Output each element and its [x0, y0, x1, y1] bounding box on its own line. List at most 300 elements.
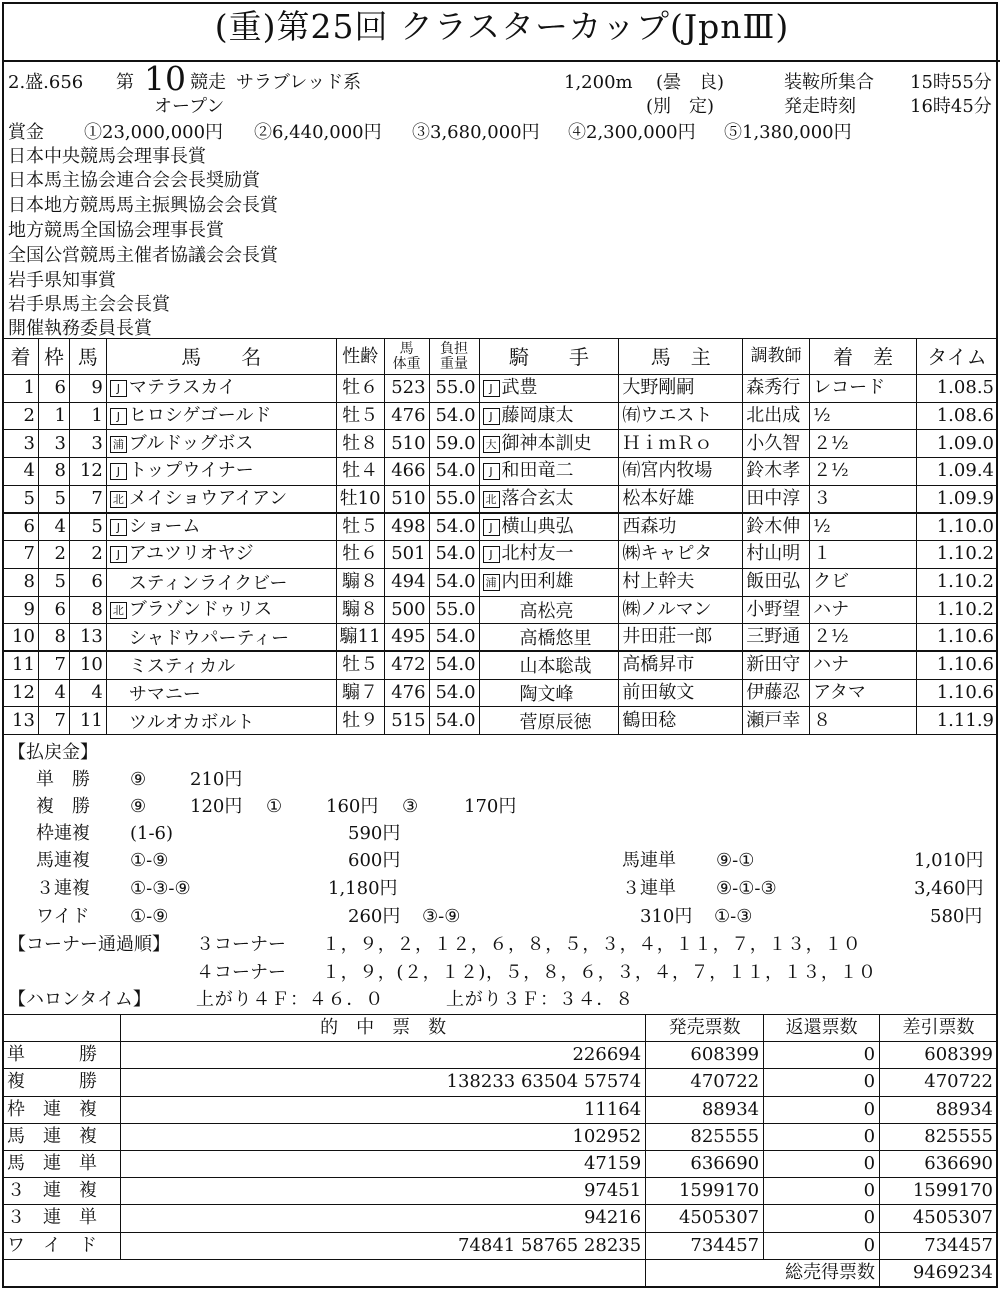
trainer-cell: 鈴木伸: [743, 513, 810, 541]
horse-name-cell: [106, 541, 336, 569]
wide-combo-2: ③-⑨: [422, 906, 461, 927]
sex-age-cell: 牡５: [336, 651, 384, 679]
jockey-affiliation-mark: [483, 599, 500, 616]
burden-weight-cell: 59.0: [429, 430, 479, 458]
jockey-name: 御神本訓史: [501, 432, 592, 454]
jockey-affiliation-mark: [483, 710, 500, 727]
place-combo-1: ⑨: [130, 796, 147, 817]
sex-age-cell: 牡４: [336, 458, 384, 486]
net-votes-cell: 88934: [880, 1096, 998, 1123]
bet-type-cell: 複 勝: [3, 1069, 121, 1096]
hit-votes-cell: 226694: [120, 1042, 645, 1069]
owner-cell: 鶴田稔: [619, 707, 743, 735]
results-header-row: [3, 339, 998, 375]
horse-affiliation-mark: 浦: [110, 436, 127, 453]
sold-votes-cell: 1599170: [646, 1178, 764, 1205]
rank-cell: 2: [3, 402, 39, 430]
bet-type-cell: 枠 連 複: [3, 1096, 121, 1123]
burden-weight-cell: 54.0: [429, 541, 479, 569]
jockey-affiliation-mark: J: [483, 380, 500, 397]
award-4: 地方競馬全国協会理事長賞: [8, 220, 224, 241]
bracket-cell: 5: [38, 568, 69, 596]
votes-header-row: [3, 1015, 998, 1042]
hit-votes-cell: 11164: [120, 1096, 645, 1123]
wide-label: ワイド: [36, 906, 90, 927]
refund-votes-cell: 0: [764, 1069, 880, 1096]
post-time: 16時45分: [910, 96, 992, 117]
horse-affiliation-mark: 北: [110, 602, 127, 619]
prize-3: ③3,680,000円: [412, 122, 540, 143]
horse-name-cell: [106, 430, 336, 458]
trainer-cell: 小久智: [743, 430, 810, 458]
body-weight-cell: 494: [384, 568, 429, 596]
burden-weight-cell: 54.0: [429, 568, 479, 596]
trainer-cell: 小野望: [743, 596, 810, 624]
refund-votes-cell: 0: [764, 1232, 880, 1259]
table-row: [3, 485, 998, 513]
jockey-affiliation-mark: 北: [483, 491, 500, 508]
rank-cell: 13: [3, 707, 39, 735]
votes-col-refund: 返還票数: [764, 1015, 880, 1042]
jockey-affiliation-mark: J: [483, 519, 500, 536]
corner-heading: 【コーナー通過順】: [8, 934, 170, 955]
bet-type-cell: 馬 連 単: [3, 1150, 121, 1177]
muster-label: 装鞍所集合: [784, 72, 874, 93]
time-cell: 1.09.0: [916, 430, 997, 458]
horse-number-cell: 10: [69, 651, 106, 679]
burden-weight-cell: 54.0: [429, 402, 479, 430]
table-row: [3, 1150, 998, 1177]
trainer-cell: 伊藤忍: [743, 679, 810, 707]
win-label: 単 勝: [36, 769, 90, 790]
col-owner: 馬 主: [619, 339, 743, 375]
burden-weight-cell: 54.0: [429, 513, 479, 541]
jockey-affiliation-mark: [483, 654, 500, 671]
bracket-cell: 4: [38, 679, 69, 707]
place-amount-3: 170円: [464, 796, 517, 817]
horse-number-cell: 12: [69, 458, 106, 486]
horse-affiliation-mark: [110, 571, 127, 588]
net-votes-cell: 4505307: [880, 1205, 998, 1232]
jockey-cell: [479, 651, 619, 679]
horse-affiliation-mark: 北: [110, 491, 127, 508]
table-row: [3, 1205, 998, 1232]
margin-cell: ２½: [810, 458, 917, 486]
bracket-quinella-label: 枠連複: [36, 823, 90, 844]
body-weight-cell: 510: [384, 430, 429, 458]
prize-2: ②6,440,000円: [254, 122, 382, 143]
place-amount-2: 160円: [326, 796, 379, 817]
sex-age-cell: 騸７: [336, 679, 384, 707]
horse-affiliation-mark: [110, 682, 127, 699]
bracket-cell: 6: [38, 375, 69, 403]
horse-number-cell: 1: [69, 402, 106, 430]
exacta-amount: 1,010円: [914, 850, 984, 871]
col-rank: 着: [3, 339, 39, 375]
trio-amount: 1,180円: [328, 878, 398, 899]
horse-name-cell: [106, 707, 336, 735]
margin-cell: ½: [810, 402, 917, 430]
table-row: [3, 707, 998, 735]
furlong-heading: 【ハロンタイム】: [8, 989, 151, 1010]
col-burden-b: 重量: [440, 355, 469, 372]
col-name: 馬 名: [106, 339, 336, 375]
refund-votes-cell: 0: [764, 1123, 880, 1150]
burden-weight-cell: 54.0: [429, 707, 479, 735]
horse-affiliation-mark: [110, 654, 127, 671]
payout-heading: 【払戻金】: [8, 742, 98, 763]
trainer-cell: 森秀行: [743, 375, 810, 403]
award-3: 日本地方競馬馬主振興協会会長賞: [8, 195, 278, 216]
burden-weight-cell: 54.0: [429, 458, 479, 486]
time-cell: 1.08.6: [916, 402, 997, 430]
post-label: 発走時刻: [784, 96, 856, 117]
exacta-combo: ⑨-①: [716, 850, 755, 871]
trainer-cell: 村山明: [743, 541, 810, 569]
net-votes-cell: 825555: [880, 1123, 998, 1150]
trainer-cell: 北出成: [743, 402, 810, 430]
bracket-cell: 7: [38, 707, 69, 735]
wide-amount-1: 260円: [348, 906, 401, 927]
votes-header-blank: [3, 1015, 121, 1042]
muster-time: 15時55分: [910, 72, 992, 93]
margin-cell: ½: [810, 513, 917, 541]
sold-votes-cell: 470722: [646, 1069, 764, 1096]
horse-number-cell: 6: [69, 568, 106, 596]
rank-cell: 8: [3, 568, 39, 596]
jockey-cell: [479, 458, 619, 486]
wide-amount-3: 580円: [930, 906, 983, 927]
time-cell: 1.10.2: [916, 541, 997, 569]
table-row: [3, 1096, 998, 1123]
margin-cell: クビ: [810, 568, 917, 596]
col-weight-a: 馬: [399, 340, 414, 357]
trainer-cell: 鈴木孝: [743, 458, 810, 486]
exacta-label: 馬連単: [622, 850, 676, 871]
sex-age-cell: 牡10: [336, 485, 384, 513]
award-1: 日本中央競馬会理事長賞: [8, 146, 206, 167]
bracket-quinella-amount: 590円: [348, 823, 401, 844]
trifecta-amount: 3,460円: [914, 878, 984, 899]
jockey-cell: [479, 596, 619, 624]
burden-weight-cell: 54.0: [429, 679, 479, 707]
time-cell: 1.10.0: [916, 513, 997, 541]
trainer-cell: 田中淳: [743, 485, 810, 513]
sold-votes-cell: 4505307: [646, 1205, 764, 1232]
table-row: [3, 1069, 998, 1096]
owner-cell: ＨｉｍＲｏ: [619, 430, 743, 458]
bet-type-cell: ワ イ ド: [3, 1232, 121, 1259]
table-row: [3, 596, 998, 624]
corner-3-order: １，９，２，１２，６，８，５，３，４，１１，７，１３，１０: [322, 934, 862, 955]
jockey-affiliation-mark: 浦: [483, 574, 500, 591]
refund-votes-cell: 0: [764, 1096, 880, 1123]
horse-name-cell: [106, 596, 336, 624]
horse-affiliation-mark: J: [110, 519, 127, 536]
body-weight-cell: 515: [384, 707, 429, 735]
jockey-name: 落合玄太: [501, 487, 574, 509]
jockey-name: 陶文峰: [519, 683, 574, 705]
horse-name-cell: [106, 624, 336, 652]
owner-cell: ㈱ノルマン: [619, 596, 743, 624]
bracket-cell: 3: [38, 430, 69, 458]
table-row: [3, 430, 998, 458]
jockey-affiliation-mark: J: [483, 463, 500, 480]
bracket-cell: 8: [38, 624, 69, 652]
bet-type-cell: ３ 連 複: [3, 1178, 121, 1205]
horse-name-cell: [106, 513, 336, 541]
horse-affiliation-mark: J: [110, 408, 127, 425]
margin-cell: レコード: [810, 375, 917, 403]
jockey-name: 北村友一: [501, 543, 574, 565]
refund-votes-cell: 0: [764, 1205, 880, 1232]
jockey-name: 山本聡哉: [519, 656, 592, 678]
horse-name: ミスティカル: [128, 656, 236, 678]
horse-name-cell: [106, 651, 336, 679]
col-burden-a: 負担: [440, 340, 469, 357]
wide-combo-1: ①-⑨: [130, 906, 169, 927]
col-bracket: 枠: [38, 339, 69, 375]
trifecta-combo: ⑨-①-③: [716, 878, 777, 899]
col-margin: 着 差: [810, 339, 917, 375]
table-row: [3, 651, 998, 679]
hit-votes-cell: 47159: [120, 1150, 645, 1177]
votes-table: [2, 1014, 998, 1287]
owner-cell: 大野剛嗣: [619, 375, 743, 403]
jockey-affiliation-mark: J: [483, 408, 500, 425]
owner-cell: 井田莊一郎: [619, 624, 743, 652]
horse-name-cell: [106, 402, 336, 430]
owner-cell: 高橋昇市: [619, 651, 743, 679]
col-jockey: 騎 手: [479, 339, 619, 375]
net-votes-cell: 470722: [880, 1069, 998, 1096]
col-time: タイム: [916, 339, 997, 375]
weight-rule: (別 定): [646, 96, 715, 117]
table-row: [3, 1123, 998, 1150]
place-label: 複 勝: [36, 796, 90, 817]
hit-votes-cell: 94216: [120, 1205, 645, 1232]
sold-votes-cell: 734457: [646, 1232, 764, 1259]
quinella-amount: 600円: [348, 850, 401, 871]
rank-cell: 10: [3, 624, 39, 652]
jockey-name: 武豊: [501, 377, 538, 399]
horse-name: ショーム: [128, 516, 201, 538]
horse-number-cell: 7: [69, 485, 106, 513]
time-cell: 1.11.9: [916, 707, 997, 735]
owner-cell: ㈲宮内牧場: [619, 458, 743, 486]
body-weight-cell: 495: [384, 624, 429, 652]
jockey-cell: [479, 430, 619, 458]
burden-weight-cell: 54.0: [429, 624, 479, 652]
race-number: 10: [144, 59, 186, 98]
jockey-name: 横山典弘: [501, 516, 574, 538]
owner-cell: ㈲ウエスト: [619, 402, 743, 430]
horse-name-cell: [106, 485, 336, 513]
trainer-cell: 飯田弘: [743, 568, 810, 596]
sex-age-cell: 牡５: [336, 402, 384, 430]
body-weight-cell: 466: [384, 458, 429, 486]
corner-3-label: ３コーナー: [196, 934, 286, 955]
race-title: (重)第25回 クラスターカップ(JpnⅢ): [214, 7, 790, 46]
breed: サラブレッド系: [236, 72, 362, 93]
rank-cell: 1: [3, 375, 39, 403]
horse-number-cell: 11: [69, 707, 106, 735]
bet-type-cell: ３ 連 単: [3, 1205, 121, 1232]
horse-affiliation-mark: [110, 710, 127, 727]
col-trainer: 調教師: [743, 339, 810, 375]
body-weight-cell: 510: [384, 485, 429, 513]
jockey-name: 高橋悠里: [519, 628, 592, 650]
jockey-affiliation-mark: J: [483, 546, 500, 563]
jockey-affiliation-mark: [483, 682, 500, 699]
time-cell: 1.10.6: [916, 679, 997, 707]
horse-name: ヒロシゲゴールド: [128, 405, 272, 427]
sex-age-cell: 牡９: [336, 707, 384, 735]
horse-number-cell: 5: [69, 513, 106, 541]
horse-name: トップウイナー: [128, 460, 254, 482]
jockey-affiliation-mark: [483, 626, 500, 643]
horse-name: ブルドッグボス: [128, 432, 254, 454]
jockey-cell: [479, 568, 619, 596]
time-cell: 1.10.2: [916, 568, 997, 596]
trifecta-label: ３連単: [622, 878, 676, 899]
body-weight-cell: 501: [384, 541, 429, 569]
jockey-name: 藤岡康太: [501, 405, 574, 427]
jockey-affiliation-mark: 大: [483, 436, 500, 453]
margin-cell: アタマ: [810, 679, 917, 707]
burden-weight-cell: 54.0: [429, 651, 479, 679]
prize-4: ④2,300,000円: [568, 122, 696, 143]
place-amount-1: 120円: [190, 796, 243, 817]
body-weight-cell: 476: [384, 679, 429, 707]
rank-cell: 12: [3, 679, 39, 707]
hit-votes-cell: 102952: [120, 1123, 645, 1150]
corner-4-order: １，９，(２，１２)，５，８，６，３，４，７，１１，１３，１０: [322, 962, 877, 983]
table-row: [3, 624, 998, 652]
horse-affiliation-mark: J: [110, 463, 127, 480]
table-row: [3, 375, 998, 403]
rank-cell: 3: [3, 430, 39, 458]
table-row: [3, 1232, 998, 1259]
votes-total-value: 9469234: [880, 1259, 998, 1286]
owner-cell: 村上幹夫: [619, 568, 743, 596]
prize-label: 賞金: [8, 122, 44, 143]
owner-cell: 西森功: [619, 513, 743, 541]
margin-cell: ハナ: [810, 651, 917, 679]
horse-number-cell: 2: [69, 541, 106, 569]
quinella-combo: ①-⑨: [130, 850, 169, 871]
horse-name-cell: [106, 458, 336, 486]
race-number-prefix: 第: [116, 72, 134, 93]
sex-age-cell: 騸11: [336, 624, 384, 652]
refund-votes-cell: 0: [764, 1178, 880, 1205]
owner-cell: 松本好雄: [619, 485, 743, 513]
burden-weight-cell: 55.0: [429, 375, 479, 403]
horse-name: アユツリオヤジ: [128, 543, 254, 565]
time-cell: 1.09.9: [916, 485, 997, 513]
award-2: 日本馬主協会連合会会長奨励賞: [8, 170, 260, 191]
horse-name-cell: [106, 679, 336, 707]
body-weight-cell: 472: [384, 651, 429, 679]
award-7: 岩手県馬主会会長賞: [8, 294, 170, 315]
col-burden: [429, 339, 479, 375]
corner-4-label: ４コーナー: [196, 962, 286, 983]
rank-cell: 9: [3, 596, 39, 624]
votes-col-hits: 的 中 票 数: [120, 1015, 645, 1042]
horse-number-cell: 13: [69, 624, 106, 652]
votes-total-row: [3, 1259, 998, 1286]
table-row: [3, 1178, 998, 1205]
time-cell: 1.10.6: [916, 651, 997, 679]
bracket-cell: 7: [38, 651, 69, 679]
col-sexage: 性齢: [336, 339, 384, 375]
rank-cell: 5: [3, 485, 39, 513]
sex-age-cell: 牡５: [336, 513, 384, 541]
trainer-cell: 三野通: [743, 624, 810, 652]
race-number-suffix: 競走: [190, 72, 226, 93]
body-weight-cell: 523: [384, 375, 429, 403]
win-amount: 210円: [190, 769, 243, 790]
bracket-cell: 5: [38, 485, 69, 513]
bracket-quinella-combo: (1-6): [130, 823, 174, 844]
horse-number-cell: 8: [69, 596, 106, 624]
jockey-cell: [479, 513, 619, 541]
net-votes-cell: 1599170: [880, 1178, 998, 1205]
jockey-cell: [479, 541, 619, 569]
bracket-cell: 6: [38, 596, 69, 624]
body-weight-cell: 476: [384, 402, 429, 430]
results-body: [3, 375, 998, 735]
jockey-cell: [479, 707, 619, 735]
weather-track: (曇 良): [656, 72, 725, 93]
wide-amount-2: 310円: [640, 906, 693, 927]
margin-cell: １: [810, 541, 917, 569]
horse-name-cell: [106, 568, 336, 596]
horse-name: メイショウアイアン: [128, 487, 288, 509]
jockey-cell: [479, 402, 619, 430]
bracket-cell: 4: [38, 513, 69, 541]
horse-name-cell: [106, 375, 336, 403]
jockey-cell: [479, 679, 619, 707]
results-table: [2, 338, 998, 735]
owner-cell: 前田敏文: [619, 679, 743, 707]
sex-age-cell: 牡６: [336, 541, 384, 569]
votes-total-label: 総売得票数: [646, 1259, 880, 1286]
prize-5: ⑤1,380,000円: [724, 122, 852, 143]
table-row: [3, 458, 998, 486]
horse-name: ツルオカボルト: [128, 711, 255, 733]
sold-votes-cell: 608399: [646, 1042, 764, 1069]
bet-type-cell: 馬 連 複: [3, 1123, 121, 1150]
time-cell: 1.09.4: [916, 458, 997, 486]
rank-cell: 4: [3, 458, 39, 486]
margin-cell: ２½: [810, 430, 917, 458]
trainer-cell: 瀬戸幸: [743, 707, 810, 735]
margin-cell: ２½: [810, 624, 917, 652]
horse-affiliation-mark: [110, 626, 127, 643]
owner-cell: ㈱キャピタ: [619, 541, 743, 569]
col-weight: [384, 339, 429, 375]
wide-combo-3: ①-③: [714, 906, 753, 927]
burden-weight-cell: 55.0: [429, 596, 479, 624]
col-weight-b: 体重: [392, 355, 421, 372]
margin-cell: ３: [810, 485, 917, 513]
jockey-cell: [479, 485, 619, 513]
quinella-label: 馬連複: [36, 850, 90, 871]
jockey-name: 菅原辰徳: [519, 711, 592, 733]
table-row: [3, 513, 998, 541]
refund-votes-cell: 0: [764, 1042, 880, 1069]
